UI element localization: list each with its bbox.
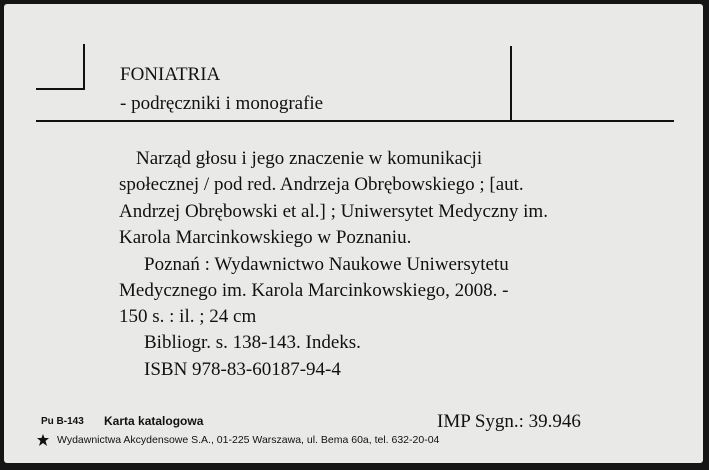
publisher-imprint: Wydawnictwa Akcydensowe S.A., 01-225 Warszawa, ul. Bema 60a, tel. 632-20-04: [57, 434, 440, 446]
description-line: Andrzej Obrębowski et al.] ; Uniwersytet Medyczny im.: [119, 201, 548, 222]
heading-vertical-rule: [510, 46, 512, 122]
description-line: Medycznego im. Karola Marcinkowskiego, 2008. -: [119, 280, 509, 301]
description-line: Bibliogr. s. 138-143. Indeks.: [144, 332, 361, 353]
shelfmark: IMP Sygn.: 39.946: [437, 411, 581, 432]
description-line: Narząd głosu i jego znaczenie w komunikacji: [136, 148, 483, 169]
description-line: Karola Marcinkowskiego w Poznaniu.: [119, 227, 412, 248]
corner-mark-horizontal: [36, 88, 85, 90]
catalog-card: [4, 4, 703, 463]
subject-heading: FONIATRIA: [120, 64, 221, 85]
form-code: Pu B-143: [41, 416, 84, 427]
publisher-logo-icon: [35, 433, 51, 447]
description-line: społecznej / pod red. Andrzeja Obrębowskiego ; [aut.: [119, 174, 524, 195]
subject-subdivision: - podręczniki i monografie: [120, 93, 324, 114]
form-title: Karta katalogowa: [104, 414, 204, 428]
description-line: ISBN 978-83-60187-94-4: [144, 359, 341, 380]
corner-mark-vertical: [83, 44, 85, 90]
description-line: 150 s. : il. ; 24 cm: [119, 306, 257, 327]
heading-horizontal-rule: [36, 120, 674, 122]
description-line: Poznań : Wydawnictwo Naukowe Uniwersytetu: [144, 254, 509, 275]
